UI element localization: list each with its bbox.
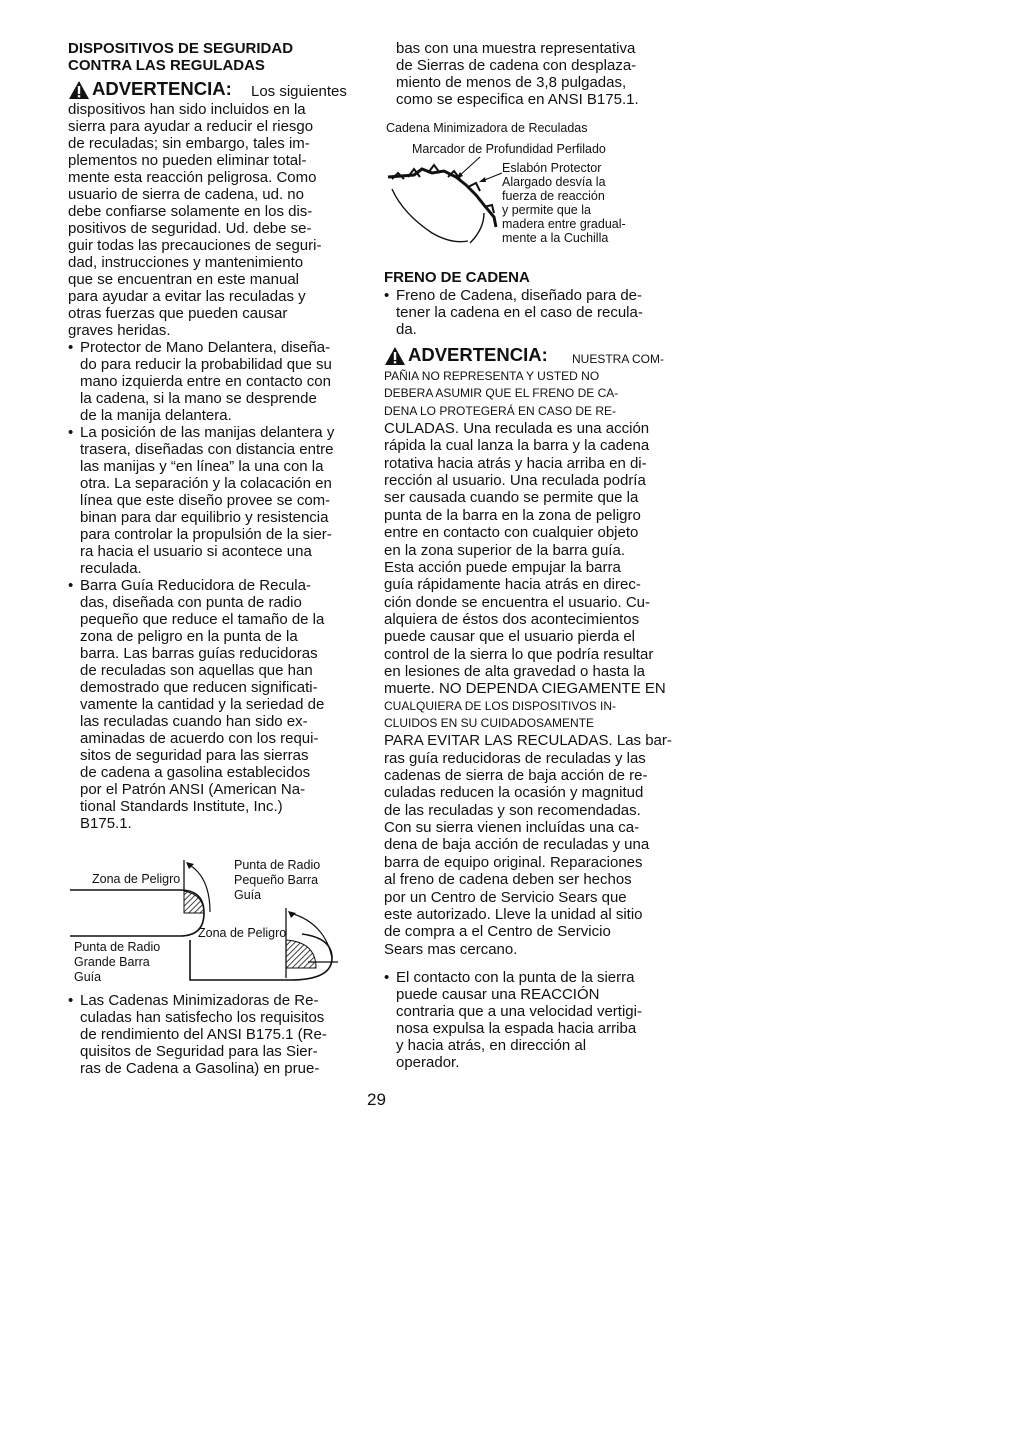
- warning-body-line: ser causada cuando se permite que la: [384, 489, 639, 507]
- bullet-line: da.: [396, 321, 417, 338]
- bullet-line: de rendimiento del ANSI B175.1 (Re-: [80, 1026, 327, 1043]
- bullet-line: línea que este diseño provee se com-: [80, 492, 331, 509]
- bullet-line: puede causar una REACCIÓN: [396, 986, 600, 1003]
- warning-body-line: dena de baja acción de reculadas y una: [384, 836, 650, 854]
- bullet-line: ras de Cadena a Gasolina) en prue-: [80, 1060, 320, 1077]
- bullet-line: tener la cadena en el caso de recula-: [396, 304, 643, 321]
- small-tip-label-line: Pequeño Barra: [234, 873, 319, 887]
- bullet-line: para controlar la propulsión de la sier-: [80, 526, 332, 543]
- warning-body-line: este autorizado. Lleve la unidad al sitio: [384, 905, 643, 923]
- bullet-line: sitos de seguridad para las sierras: [80, 747, 309, 764]
- bullet-line: reculada.: [80, 560, 142, 577]
- bullet-dot: •: [68, 577, 74, 594]
- warning-body-line: PARA EVITAR LAS RECULADAS. Las bar-: [384, 732, 672, 750]
- warning-label-left: ADVERTENCIA:: [92, 78, 232, 99]
- danger-zone-label: Zona de Peligro: [92, 872, 181, 886]
- bullet-line: la cadena, si la mano se desprende: [80, 390, 317, 407]
- large-tip-label-line: Guía: [74, 970, 102, 984]
- bullet-line: ra hacia el usuario si acontece una: [80, 543, 312, 560]
- section-heading-line-1: DISPOSITIVOS DE SEGURIDAD: [68, 40, 294, 57]
- bullet-line: otra. La separación y la colacación en: [80, 475, 332, 492]
- bullet-line: zona de peligro en la punta de la: [80, 628, 298, 645]
- warning-body-line: cadenas de sierra de baja acción de re-: [384, 767, 648, 785]
- warning-line: que se encuentran en este manual: [68, 271, 299, 288]
- bullet-line: las reculadas cuando han sido ex-: [80, 713, 308, 730]
- bar-outline: [392, 189, 468, 242]
- warning-body-line: alquiera de éstos dos acontecimientos: [384, 610, 640, 628]
- warning-line: dispositivos han sido incluidos en la: [68, 101, 306, 118]
- warning-body-line: Con su sierra vienen incluídas una ca-: [384, 819, 640, 837]
- warning-body-line: rápida la cual lanza la barra y la cadena: [384, 437, 650, 455]
- warning-triangle-icon: [68, 80, 90, 100]
- warning-body-line: guía rápidamente hacia atrás en direc-: [384, 576, 641, 594]
- warning-body-line: barra de equipo original. Reparaciones: [384, 853, 643, 871]
- warning-body-line: rección al usuario. Una reculada podría: [384, 472, 646, 490]
- warning-line: para ayudar a evitar las reculadas y: [68, 288, 306, 305]
- warning-line: sierra para ayudar a reducir el riesgo: [68, 118, 314, 135]
- bullet-line: y hacia atrás, en dirección al: [396, 1037, 587, 1054]
- bullet-line: tional Standards Institute, Inc.): [80, 798, 283, 815]
- continuation-line: de Sierras de cadena con desplaza-: [396, 57, 637, 74]
- warning-text-first: Los siguientes: [251, 83, 347, 100]
- continuation-line: miento de menos de 3,8 pulgadas,: [396, 74, 627, 91]
- warning-line: de reculadas; sin embargo, tales im-: [68, 135, 310, 152]
- warning-triangle-icon: [384, 346, 406, 366]
- bullet-line: culadas han satisfecho los requisitos: [80, 1009, 325, 1026]
- warning-body-line: puede causar que el usuario pierda el: [384, 628, 636, 646]
- bullet-line: binan para dar equilibrio y resistencia: [80, 509, 329, 526]
- warning-body-line: Sears mas cercano.: [384, 940, 518, 958]
- warning-line: dad, instrucciones y mantenimiento: [68, 254, 304, 271]
- small-tip-label-line: Punta de Radio: [234, 858, 321, 872]
- warning-body-line: control de la sierra lo que podría resultar: [384, 645, 654, 663]
- warning-body-line: culadas reducen la ocasión y magnitud: [384, 784, 644, 802]
- warning-body-line: DEBERA ASUMIR QUE EL FRENO DE CA-: [384, 386, 619, 401]
- bullet-line: das, diseñada con punta de radio: [80, 594, 302, 611]
- section-heading-line-2: CONTRA LAS REGULADAS: [68, 57, 265, 74]
- large-tip-label-line: Grande Barra: [74, 955, 150, 969]
- small-tip-label-line: Guía: [234, 888, 262, 902]
- bullet-line: por el Patrón ANSI (American Na-: [80, 781, 306, 798]
- warning-line: plementos no pueden eliminar total-: [68, 152, 307, 169]
- bullet-line: Protector de Mano Delantera, diseña-: [80, 339, 331, 356]
- warning-body-line: punta de la barra en la zona de peligro: [384, 506, 641, 524]
- warning-label-right: ADVERTENCIA:: [408, 344, 548, 365]
- bullet-dot: •: [68, 339, 74, 356]
- warning-body-line: ras guía reducidoras de reculadas y las: [384, 749, 646, 767]
- page-number: 29: [367, 1090, 386, 1109]
- large-tip-danger-zone: [286, 940, 316, 968]
- continuation-line: como se especifica en ANSI B175.1.: [396, 91, 639, 108]
- warning-body-line: rotativa hacia atrás y hacia arriba en di-: [384, 454, 647, 472]
- warning-body-line: CUALQUIERA DE LOS DISPOSITIVOS IN-: [384, 698, 617, 713]
- bullet-line: las manijas y “en línea” la una con la: [80, 458, 324, 475]
- bullet-line: trasera, diseñadas con distancia entre: [80, 441, 334, 458]
- warning-line: mente esta reacción peligrosa. Como: [68, 169, 317, 186]
- bullet-line: La posición de las manijas delantera y: [80, 424, 335, 441]
- bullet-line: Barra Guía Reducidora de Recula-: [80, 577, 311, 594]
- protective-link-label-line: madera entre gradual-: [502, 217, 626, 231]
- bullet-line: pequeño que reduce el tamaño de la: [80, 611, 325, 628]
- bullet-line: de la manija delantera.: [80, 407, 232, 424]
- bullet-dot: •: [68, 992, 74, 1009]
- warning-body-line: ción donde se encuentra el usuario. Cu-: [384, 593, 651, 611]
- bullet-line: contraria que a una velocidad vertigi-: [396, 1003, 642, 1020]
- small-tip-danger-zone: [184, 891, 204, 913]
- warning-line: graves heridas.: [68, 322, 171, 339]
- protective-link-label-line: mente a la Cuchilla: [502, 231, 609, 245]
- danger-zone-label: Zona de Peligro: [198, 926, 287, 940]
- bullet-line: mano izquierda entre en contacto con: [80, 373, 331, 390]
- warning-body-line: por un Centro de Servicio Sears que: [384, 888, 627, 906]
- warning-body-line: en la zona superior de la barra guía.: [384, 541, 625, 559]
- bullet-dot: •: [384, 287, 390, 304]
- chain-brake-heading: FRENO DE CADENA: [384, 269, 530, 286]
- warning-body-line: CULADAS. Una reculada es una acción: [384, 420, 650, 438]
- warning-body-line: de compra a el Centro de Servicio: [384, 923, 611, 941]
- bullet-line: do para reducir la probabilidad que su: [80, 356, 332, 373]
- protective-link-label-line: Alargado desvía la: [502, 175, 606, 189]
- warning-line: otras fuerzas que pueden causar: [68, 305, 288, 322]
- bullet-line: Freno de Cadena, diseñado para de-: [396, 287, 643, 304]
- bullet-line: de reculadas son aquellas que han: [80, 662, 313, 679]
- warning-body-line: de las reculadas y son recomendadas.: [384, 801, 641, 819]
- bullet-dot: •: [384, 969, 390, 986]
- warning-body-line: muerte. NO DEPENDA CIEGAMENTE EN: [384, 680, 666, 698]
- bullet-line: quisitos de Seguridad para las Sier-: [80, 1043, 318, 1060]
- bullet-line: vamente la cantidad y la seriedad de: [80, 696, 325, 713]
- continuation-line: bas con una muestra representativa: [396, 40, 636, 57]
- bullet-line: barra. Las barras guías reducidoras: [80, 645, 318, 662]
- bullet-line: nosa expulsa la espada hacia arriba: [396, 1020, 637, 1037]
- bullet-line: operador.: [396, 1054, 460, 1071]
- bullet-line: Las Cadenas Minimizadoras de Re-: [80, 992, 319, 1009]
- depth-gauge-label: Marcador de Profundidad Perfilado: [412, 142, 606, 156]
- bullet-line: B175.1.: [80, 815, 132, 832]
- warning-body-line: CLUIDOS EN SU CUIDADOSAMENTE: [384, 716, 595, 730]
- chain-figure-title: Cadena Minimizadora de Reculadas: [386, 121, 588, 135]
- warning-body-line: DENA LO PROTEGERÁ EN CASO DE RE-: [384, 403, 617, 418]
- protective-link-label-line: Eslabón Protector: [502, 161, 602, 175]
- protective-link-label-line: y permite que la: [502, 203, 591, 217]
- chain-diagram: [384, 155, 514, 250]
- warning-line: guir todas las precauciones de seguri-: [68, 237, 322, 254]
- warning-body-line: al freno de cadena deben ser hechos: [384, 871, 632, 889]
- warning-line: usuario de sierra de cadena, ud. no: [68, 186, 304, 203]
- bullet-line: aminadas de acuerdo con los requi-: [80, 730, 319, 747]
- bullet-line: de cadena a gasolina establecidos: [80, 764, 311, 781]
- warning-line: positivos de seguridad. Ud. debe se-: [68, 220, 312, 237]
- protective-link-label-line: fuerza de reacción: [502, 189, 605, 203]
- chain-segment: [388, 169, 496, 227]
- bullet-line: El contacto con la punta de la sierra: [396, 969, 635, 986]
- warning-body-line: Esta acción puede empujar la barra: [384, 558, 621, 576]
- large-tip-label-line: Punta de Radio: [74, 940, 161, 954]
- bullet-dot: •: [68, 424, 74, 441]
- bullet-line: demostrado que reducen significati-: [80, 679, 318, 696]
- warning-body-line: entre en contacto con cualquier objeto: [384, 524, 639, 542]
- warning-body-line: PAÑIA NO REPRESENTA Y USTED NO: [384, 369, 600, 383]
- warning-caps-text: NUESTRA COM-: [572, 352, 665, 366]
- warning-body-line: en lesiones de alta gravedad o hasta la: [384, 662, 646, 680]
- warning-line: debe confiarse solamente en los dis-: [68, 203, 313, 220]
